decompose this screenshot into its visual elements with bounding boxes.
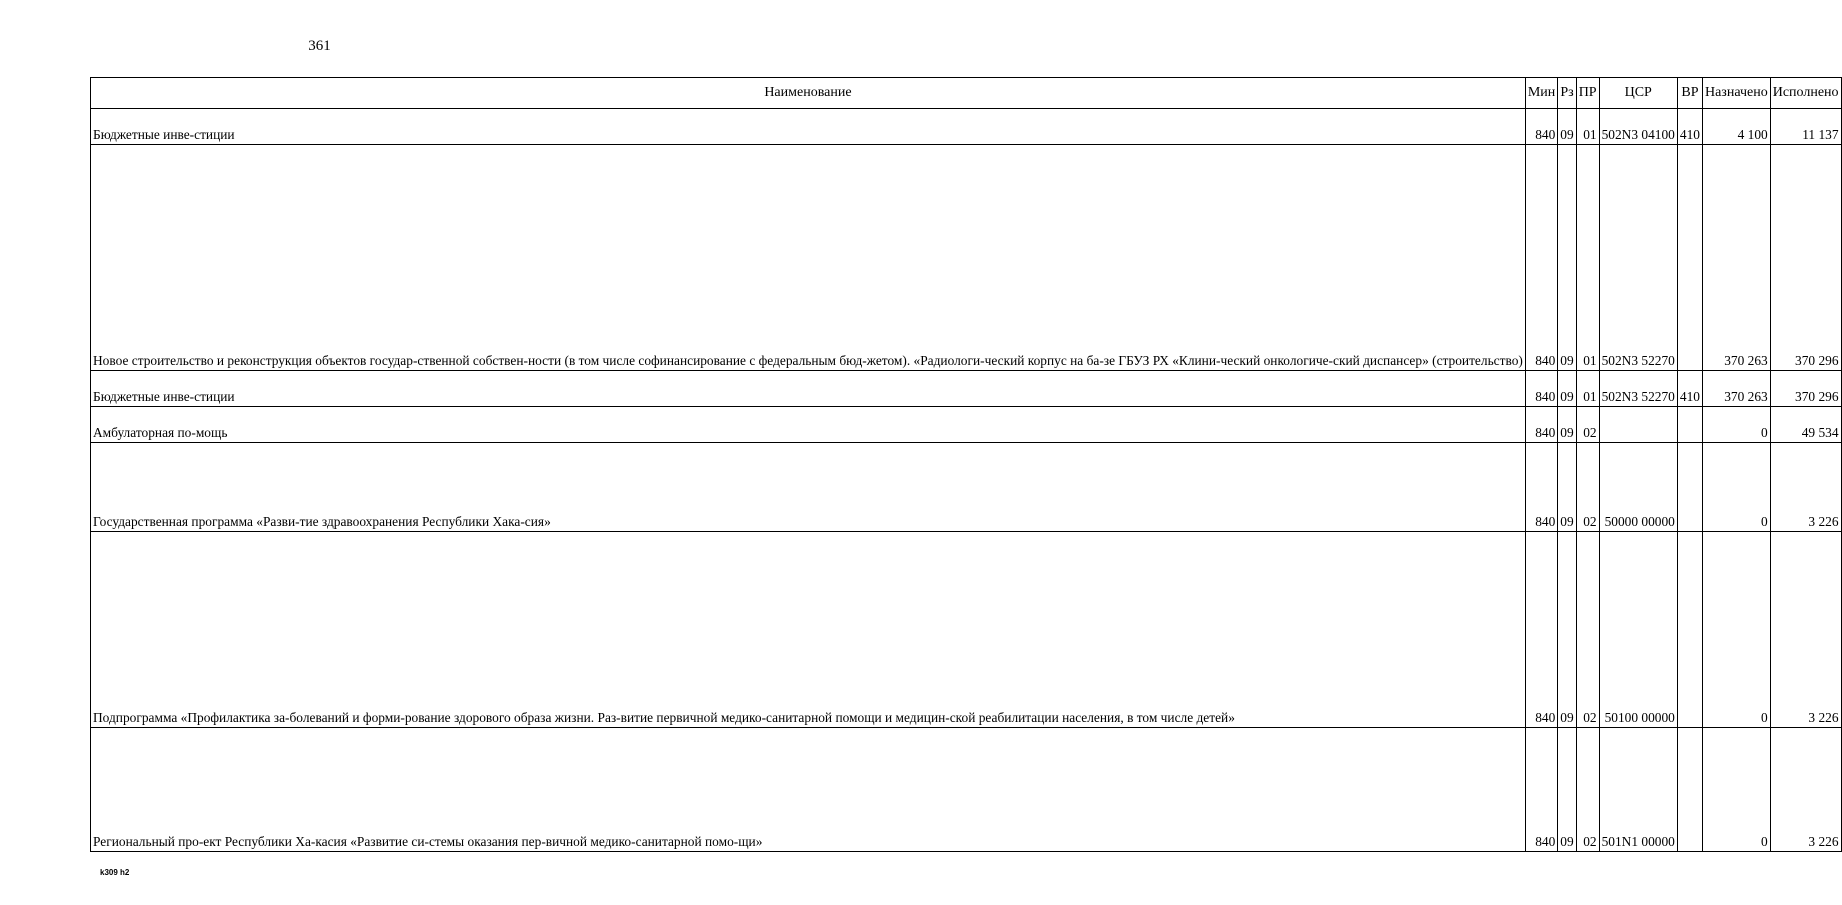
row-executed: 49 534 xyxy=(1770,407,1841,443)
row-csr xyxy=(1599,407,1677,443)
row-csr: 502N3 52270 xyxy=(1599,145,1677,371)
header-vr: ВР xyxy=(1677,78,1702,109)
row-vr xyxy=(1677,145,1702,371)
row-vr: 410 xyxy=(1677,109,1702,145)
row-vr xyxy=(1677,407,1702,443)
row-name: Государственная программа «Разви-тие здравоохранения Республики Хака-сия» xyxy=(91,443,1526,532)
row-rz: 09 xyxy=(1558,728,1576,852)
row-pr: 02 xyxy=(1576,443,1599,532)
row-rz: 09 xyxy=(1558,145,1576,371)
row-rz: 09 xyxy=(1558,443,1576,532)
row-rz: 09 xyxy=(1558,532,1576,728)
table-row xyxy=(91,109,1842,145)
row-vr xyxy=(1677,728,1702,852)
row-name: Новое строительство и реконструкция объектов государ-ственной собствен-ности (в том числе софинансирование с федеральным бюд-жетом). «Радиологи-ческий корпус на ба-зе ГБУЗ РХ «Клини-ческий онкологиче-ский диспансер» (строительство) xyxy=(91,145,1526,371)
table-row xyxy=(91,532,1842,728)
table-row xyxy=(91,728,1842,852)
row-min: 840 xyxy=(1525,109,1557,145)
row-pr: 02 xyxy=(1576,532,1599,728)
header-pr: ПР xyxy=(1576,78,1599,109)
header-min: Мин xyxy=(1525,78,1557,109)
header-rz: Рз xyxy=(1558,78,1576,109)
table-row xyxy=(91,407,1842,443)
row-rz: 09 xyxy=(1558,371,1576,407)
header-executed: Исполнено xyxy=(1770,78,1841,109)
row-executed: 3 226 xyxy=(1770,443,1841,532)
row-name: Амбулаторная по-мощь xyxy=(91,407,1526,443)
table-row xyxy=(91,145,1842,371)
row-rz: 09 xyxy=(1558,109,1576,145)
table-row xyxy=(91,371,1842,407)
row-pr: 01 xyxy=(1576,371,1599,407)
page-number: 361 xyxy=(308,38,331,54)
row-vr xyxy=(1677,443,1702,532)
row-min: 840 xyxy=(1525,371,1557,407)
row-executed: 370 296 xyxy=(1770,145,1841,371)
row-executed: 11 137 xyxy=(1770,109,1841,145)
row-csr: 50100 00000 xyxy=(1599,532,1677,728)
row-pr: 01 xyxy=(1576,109,1599,145)
row-assigned: 4 100 xyxy=(1702,109,1770,145)
row-assigned: 0 xyxy=(1702,728,1770,852)
row-assigned: 0 xyxy=(1702,443,1770,532)
header-csr: ЦСР xyxy=(1599,78,1677,109)
row-min: 840 xyxy=(1525,443,1557,532)
row-assigned: 0 xyxy=(1702,407,1770,443)
header-name: Наименование xyxy=(91,78,1526,109)
row-assigned: 370 263 xyxy=(1702,145,1770,371)
row-name: Бюджетные инве-стиции xyxy=(91,371,1526,407)
row-assigned: 370 263 xyxy=(1702,371,1770,407)
footer-code: k309 h2 xyxy=(100,868,130,877)
row-executed: 3 226 xyxy=(1770,532,1841,728)
header-assigned: Назначено xyxy=(1702,78,1770,109)
budget-table xyxy=(90,77,1842,852)
row-pr: 02 xyxy=(1576,407,1599,443)
row-executed: 3 226 xyxy=(1770,728,1841,852)
row-vr: 410 xyxy=(1677,371,1702,407)
row-name: Бюджетные инве-стиции xyxy=(91,109,1526,145)
row-assigned: 0 xyxy=(1702,532,1770,728)
row-min: 840 xyxy=(1525,728,1557,852)
row-min: 840 xyxy=(1525,532,1557,728)
row-rz: 09 xyxy=(1558,407,1576,443)
row-csr: 502N3 04100 xyxy=(1599,109,1677,145)
table-row xyxy=(91,443,1842,532)
row-name: Региональный про-ект Республики Ха-касия «Развитие си-стемы оказания пер-вичной медико-санитарной помо-щи» xyxy=(91,728,1526,852)
row-csr: 50000 00000 xyxy=(1599,443,1677,532)
row-vr xyxy=(1677,532,1702,728)
row-pr: 01 xyxy=(1576,145,1599,371)
table-header-row xyxy=(91,78,1842,109)
row-min: 840 xyxy=(1525,407,1557,443)
row-name: Подпрограмма «Профилактика за-болеваний и форми-рование здорового образа жизни. Раз-витие первичной медико-санитарной помощи и медицин-ской реабилитации населения, в том числе детей» xyxy=(91,532,1526,728)
row-csr: 501N1 00000 xyxy=(1599,728,1677,852)
row-min: 840 xyxy=(1525,145,1557,371)
row-executed: 370 296 xyxy=(1770,371,1841,407)
row-pr: 02 xyxy=(1576,728,1599,852)
row-csr: 502N3 52270 xyxy=(1599,371,1677,407)
